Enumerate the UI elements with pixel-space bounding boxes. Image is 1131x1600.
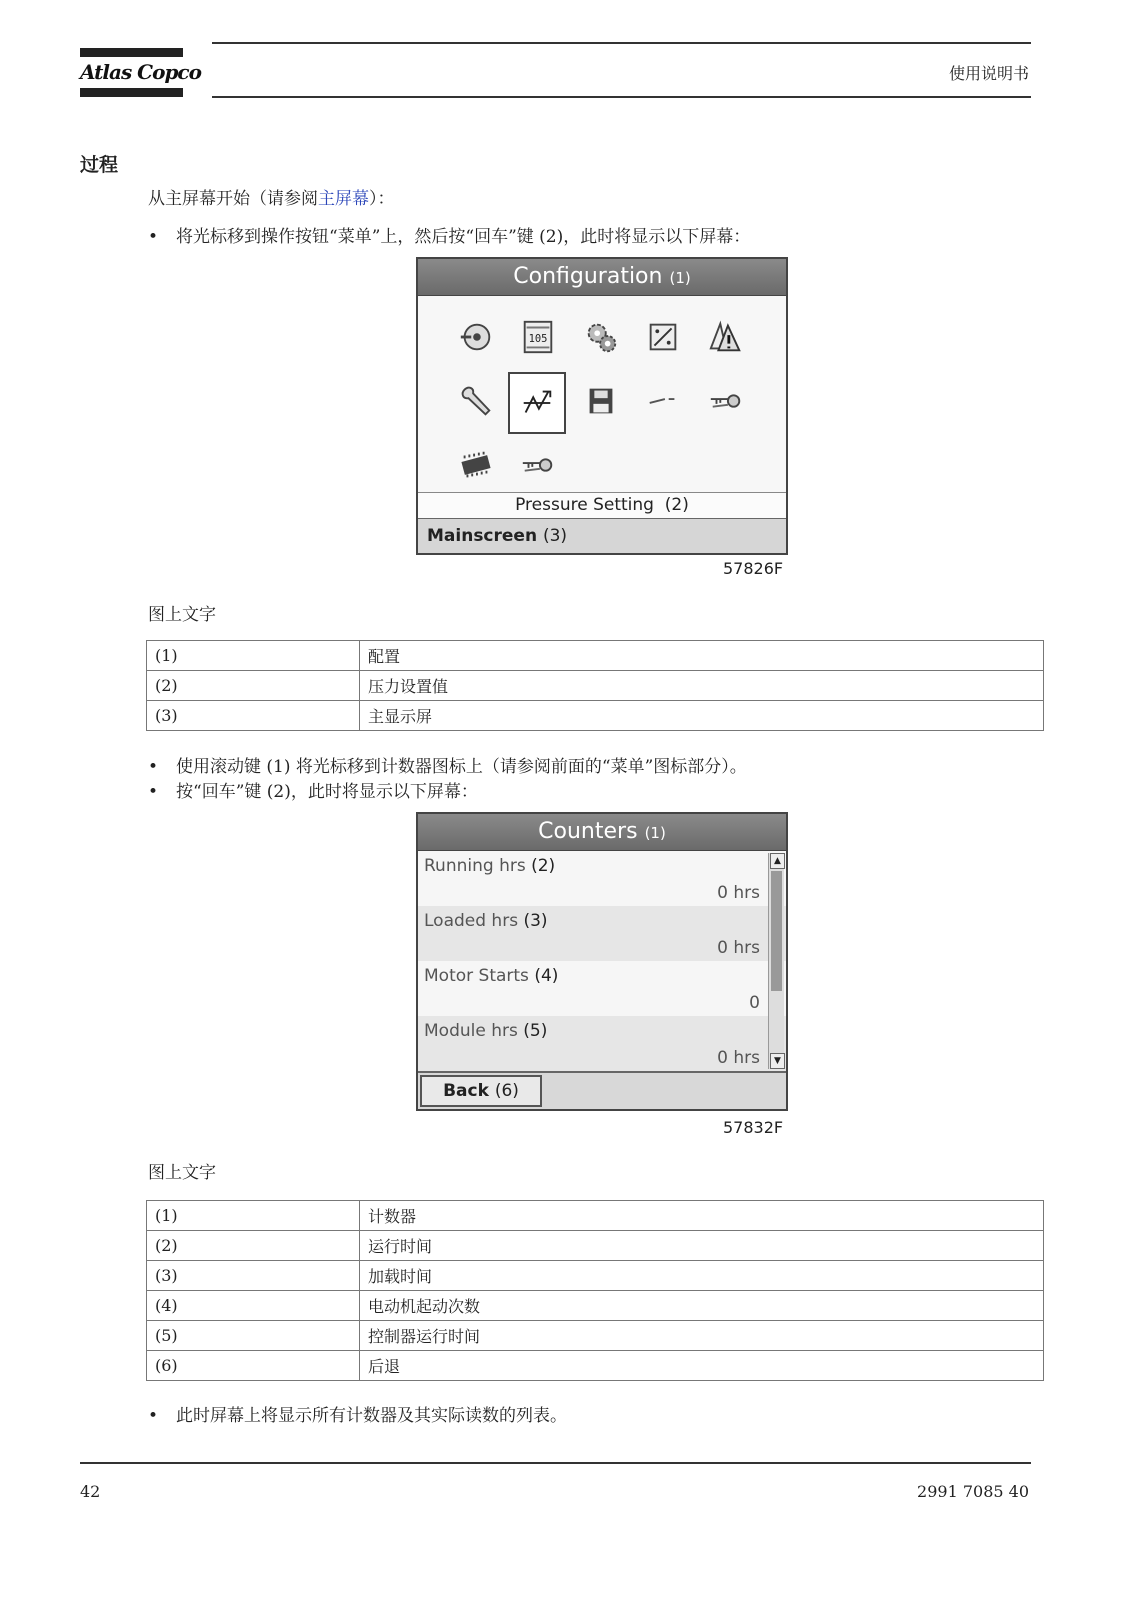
- back-button[interactable]: [420, 1075, 542, 1107]
- legend-value: 主显示屏: [360, 701, 1044, 731]
- counter-value: 0 hrs: [717, 883, 760, 903]
- scroll-down-icon[interactable]: ▼: [770, 1053, 785, 1069]
- screen-title-callout: (1): [644, 824, 666, 842]
- legend-label: 图上文字: [148, 1163, 216, 1183]
- list-item[interactable]: [418, 961, 786, 1016]
- legend-value: 压力设置值: [360, 671, 1044, 701]
- keys-icon[interactable]: [515, 442, 561, 488]
- selected-item-status: [418, 492, 786, 518]
- scroll-thumb[interactable]: [771, 871, 782, 991]
- legend-value: 配置: [360, 641, 1044, 671]
- table-row: [147, 1351, 1044, 1381]
- table-row: [147, 641, 1044, 671]
- bullet-text: 将光标移到操作按钮“菜单”上，然后按“回车”键 (2)，此时将显示以下屏幕：: [176, 227, 751, 247]
- list-item[interactable]: [418, 1016, 786, 1071]
- figure-id: 57826F: [723, 559, 784, 578]
- bullet-item: [148, 1401, 567, 1426]
- legend-key: (1): [147, 1201, 360, 1231]
- footer-rule: [80, 1462, 1031, 1464]
- counter-label: Loaded hrs (3): [424, 911, 548, 931]
- counter-list: [418, 851, 786, 1071]
- legend-key: (3): [147, 1261, 360, 1291]
- section-title: 过程: [80, 154, 119, 176]
- bullet-text: 按“回车”键 (2)，此时将显示以下屏幕：: [176, 782, 478, 802]
- table-row: [147, 1231, 1044, 1261]
- mainscreen-callout: (3): [542, 526, 568, 546]
- back-button-label: Back: [443, 1081, 489, 1101]
- bullet-item: [148, 752, 747, 777]
- legend-key: (1): [147, 641, 360, 671]
- logo-bar-bottom: [80, 88, 183, 97]
- screen-title: [418, 259, 786, 296]
- logo-bar-top: [80, 48, 183, 57]
- atlas-copco-logo: Atlas Copco: [80, 60, 201, 84]
- menu-icon-grid: [418, 296, 786, 492]
- scrollbar[interactable]: [768, 853, 784, 1069]
- bullet-item: [148, 777, 478, 802]
- screen-title-text: Counters: [538, 819, 638, 844]
- list-item[interactable]: [418, 851, 786, 906]
- legend-table: [146, 1200, 1044, 1381]
- table-row: [147, 671, 1044, 701]
- scroll-up-icon[interactable]: ▲: [770, 853, 785, 869]
- counter-value: 0 hrs: [717, 1048, 760, 1068]
- mainscreen-button-label: Mainscreen: [427, 526, 538, 546]
- page-number: 42: [80, 1482, 101, 1501]
- dash-line-icon[interactable]: [640, 378, 686, 424]
- legend-value: 电动机起动次数: [360, 1291, 1044, 1321]
- parameter-icon[interactable]: [640, 314, 686, 360]
- legend-value: 运行时间: [360, 1231, 1044, 1261]
- legend-key: (6): [147, 1351, 360, 1381]
- legend-value: 计数器: [360, 1201, 1044, 1231]
- counters-screen: [416, 812, 788, 1111]
- counter-display-icon[interactable]: [515, 314, 561, 360]
- selected-item-callout: (2): [664, 495, 689, 515]
- legend-key: (2): [147, 671, 360, 701]
- document-number: 2991 7085 40: [917, 1482, 1029, 1501]
- counter-value: 0 hrs: [717, 938, 760, 958]
- chip-icon[interactable]: [453, 442, 499, 488]
- counter-callout: (3): [523, 911, 548, 931]
- screen-title-callout: (1): [669, 269, 691, 287]
- legend-key: (5): [147, 1321, 360, 1351]
- header-title: 使用说明书: [948, 64, 1029, 83]
- bullet-dot: •: [148, 782, 159, 802]
- intro-suffix: ）：: [369, 189, 395, 209]
- timer-reset-icon[interactable]: [453, 314, 499, 360]
- mainscreen-button[interactable]: [418, 518, 786, 553]
- legend-label: 图上文字: [148, 605, 216, 625]
- svg-text:105: 105: [528, 332, 548, 345]
- counter-label: Motor Starts (4): [424, 966, 559, 986]
- screen-title-text: Configuration: [513, 264, 663, 289]
- list-item[interactable]: [418, 906, 786, 961]
- legend-table: [146, 640, 1044, 731]
- counter-label: Running hrs (2): [424, 856, 556, 876]
- table-row: [147, 1261, 1044, 1291]
- legend-value: 加载时间: [360, 1261, 1044, 1291]
- bullet-text: 使用滚动键 (1) 将光标移到计数器图标上（请参阅前面的“菜单”图标部分）。: [176, 757, 747, 777]
- counter-callout: (2): [531, 856, 556, 876]
- legend-key: (3): [147, 701, 360, 731]
- legend-key: (2): [147, 1231, 360, 1261]
- table-row: [147, 701, 1044, 731]
- gears-icon[interactable]: [578, 314, 624, 360]
- configuration-screen: [416, 257, 788, 555]
- counters-footer: [418, 1071, 786, 1109]
- screen-title: [418, 814, 786, 851]
- header-rule-bottom: [212, 96, 1031, 98]
- legend-key: (4): [147, 1291, 360, 1321]
- counter-callout: (4): [534, 966, 559, 986]
- selected-item-label: Pressure Setting: [515, 495, 654, 515]
- bullet-text: 此时屏幕上将显示所有计数器及其实际读数的列表。: [176, 1406, 567, 1426]
- floppy-disk-icon[interactable]: [578, 378, 624, 424]
- bullet-dot: •: [148, 1406, 159, 1426]
- bullet-dot: •: [148, 757, 159, 777]
- bullet-item: [148, 222, 750, 247]
- figure-id: 57832F: [723, 1118, 784, 1137]
- table-row: [147, 1321, 1044, 1351]
- header-rule-top: [212, 42, 1031, 44]
- counter-label: Module hrs (5): [424, 1021, 548, 1041]
- counter-value: 0: [749, 993, 760, 1013]
- wrench-icon[interactable]: [453, 378, 499, 424]
- intro-paragraph: [148, 184, 395, 209]
- counter-callout: (5): [523, 1021, 548, 1041]
- keys-icon[interactable]: [703, 378, 749, 424]
- table-row: [147, 1291, 1044, 1321]
- pressure-setting-icon[interactable]: [508, 372, 566, 434]
- mainscreen-link[interactable]: 主屏幕: [318, 189, 369, 209]
- back-callout: (6): [494, 1081, 519, 1101]
- legend-value: 后退: [360, 1351, 1044, 1381]
- legend-value: 控制器运行时间: [360, 1321, 1044, 1351]
- intro-prefix: 从主屏幕开始（请参阅: [148, 189, 318, 209]
- warning-stack-icon[interactable]: [703, 314, 749, 360]
- bullet-dot: •: [148, 227, 159, 247]
- table-row: [147, 1201, 1044, 1231]
